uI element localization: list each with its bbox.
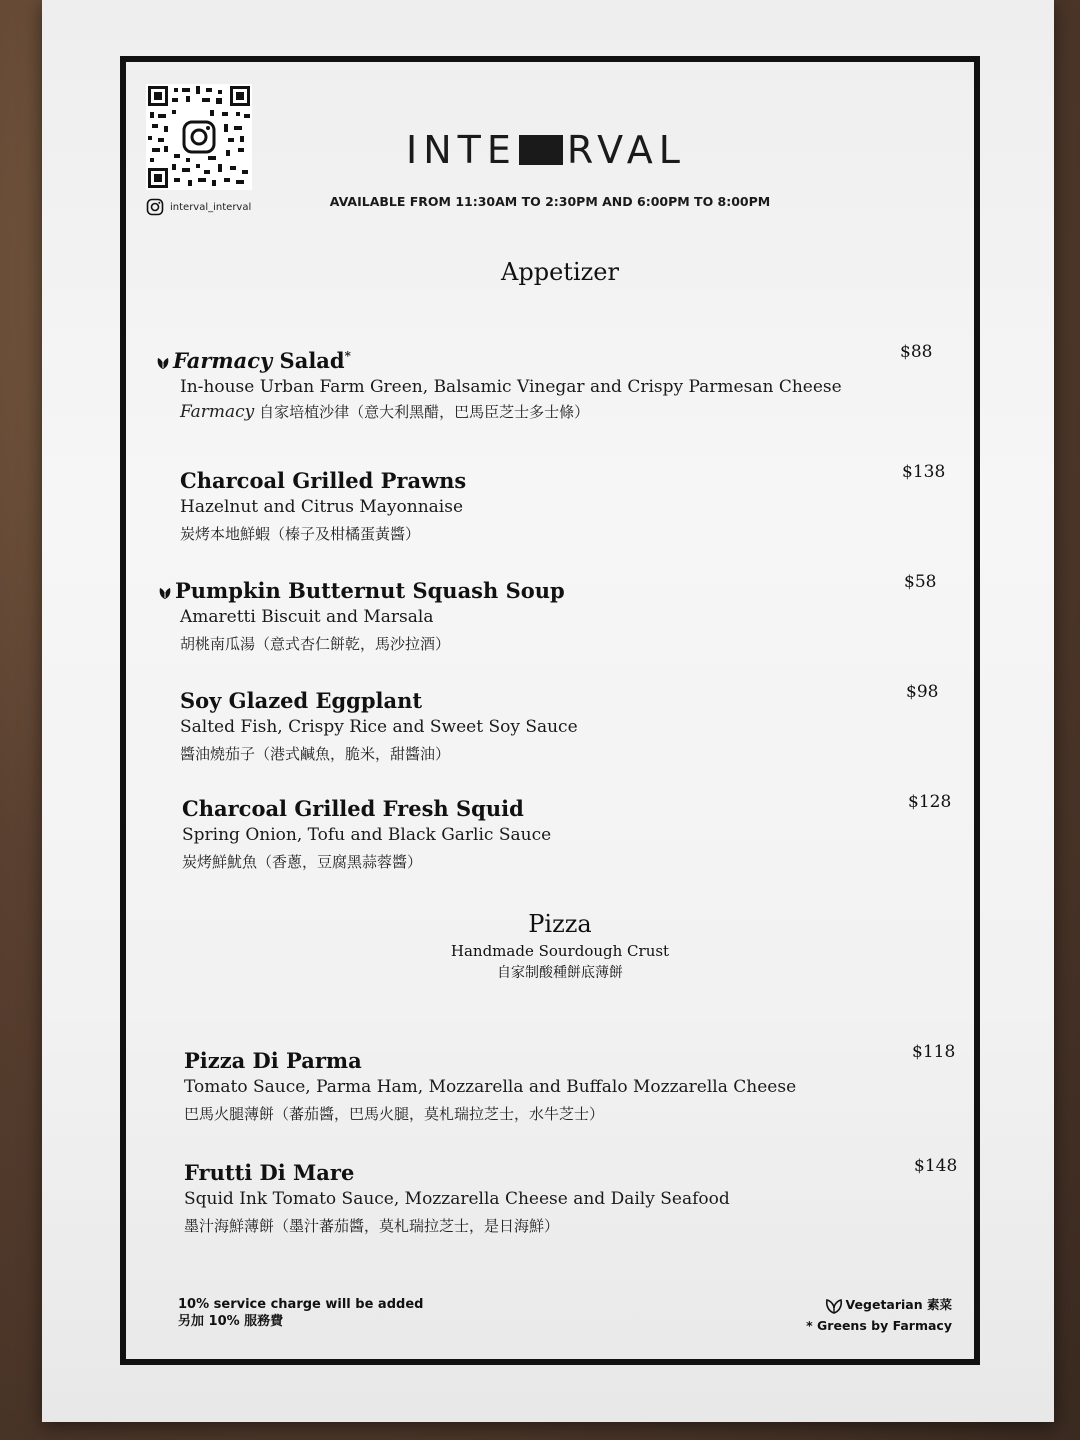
service-charge-chinese: 另加 10% 服務費 [178,1314,284,1329]
item-name: Charcoal Grilled Prawns [180,468,467,493]
vegetarian-icon [158,586,172,600]
menu-item [158,578,565,654]
service-charge-english: 10% service charge will be added [178,1297,424,1312]
menu-item [184,1160,730,1236]
item-description: Hazelnut and Citrus Mayonnaise [180,497,464,517]
vegetarian-icon [825,1298,843,1314]
item-description: Amaretti Biscuit and Marsala [180,607,434,627]
vegetarian-legend: Vegetarian 素菜 [806,1294,952,1315]
pizza-subtitle-chinese: 自家制酸種餅底薄餅 [497,965,623,981]
item-chinese-name: 炭烤本地鮮蝦（榛子及柑橘蛋黃醬） [180,525,421,543]
service-charge-note [178,1296,423,1330]
item-description: Squid Ink Tomato Sauce, Mozzarella Cheese and Daily Seafood [184,1189,730,1209]
item-name: Frutti Di Mare [184,1160,355,1185]
qr-code[interactable] [146,84,252,190]
item-price: $58 [904,572,937,592]
item-price: $118 [912,1042,956,1062]
logo-left: INTE [406,128,517,172]
menu-item [184,1048,796,1124]
item-price: $88 [900,342,933,362]
item-name: Pizza Di Parma [184,1048,362,1073]
item-name: Pumpkin Butternut Squash Soup [158,578,565,603]
menu-item [182,796,551,872]
item-price: $148 [914,1156,958,1176]
item-chinese-name: 墨汁海鮮薄餅（墨汁蕃茄醬，莫札瑞拉芝士，是日海鮮） [184,1217,560,1235]
item-description: Spring Onion, Tofu and Black Garlic Sauce [182,825,552,845]
pizza-title: Pizza [528,910,592,938]
item-description: Salted Fish, Crispy Rice and Sweet Soy Sauce [180,717,578,737]
item-chinese-name: 醬油燒茄子（港式鹹魚，脆米，甜醬油） [180,745,451,763]
logo-right: RVAL [566,128,686,172]
restaurant-logo [406,128,686,172]
item-price: $138 [902,462,946,482]
item-chinese-name: 炭烤鮮魷魚（香蔥，豆腐黑蒜蓉醬） [182,853,423,871]
item-chinese-name: 胡桃南瓜湯（意式杏仁餅乾，馬沙拉酒） [180,635,451,653]
legend [806,1294,952,1336]
instagram-handle: interval_interval [170,201,252,213]
item-price: $128 [908,792,952,812]
opening-hours: AVAILABLE FROM 11:30AM TO 2:30PM AND 6:00PM TO 8:00PM [329,194,771,209]
logo-block-mark [519,135,563,165]
item-price: $98 [906,682,939,702]
item-name: Farmacy Salad* [156,348,842,373]
pizza-subtitle: Handmade Sourdough Crust [450,942,670,960]
item-name: Charcoal Grilled Fresh Squid [182,796,524,821]
menu-item [180,688,578,764]
vegetarian-icon [156,356,170,370]
appetizer-title: Appetizer [501,258,619,286]
greens-note: * Greens by Farmacy [806,1318,952,1333]
menu-item [156,348,842,422]
item-name: Soy Glazed Eggplant [180,688,423,713]
item-chinese-name: 巴馬火腿薄餅（蕃茄醬，巴馬火腿，莫札瑞拉芝士，水牛芝士） [184,1105,605,1123]
item-description: In-house Urban Farm Green, Balsamic Vinegar and Crispy Parmesan Cheese [180,377,842,397]
item-description: Tomato Sauce, Parma Ham, Mozzarella and Buffalo Mozzarella Cheese [184,1077,797,1097]
menu-frame [120,56,980,1365]
menu-item [180,468,466,544]
item-chinese-name: Farmacy 自家培植沙律（意大利黑醋，巴馬臣芝士多士條） [180,402,590,422]
